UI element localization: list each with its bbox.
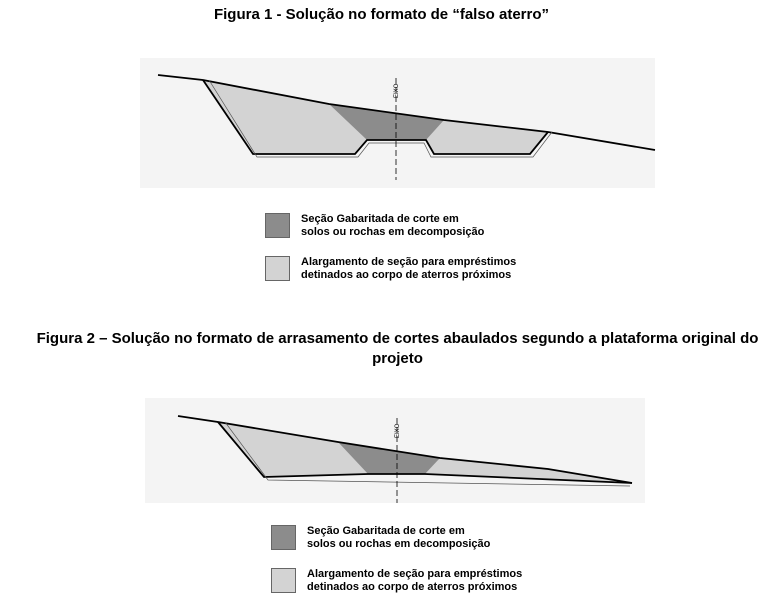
legend-label	[307, 525, 607, 551]
legend-line: solos ou rochas em decomposição	[301, 226, 485, 238]
widening-swatch	[271, 568, 296, 593]
gauge-swatch	[271, 525, 296, 550]
legend-line: Seção Gabaritada de corte em	[301, 213, 459, 225]
legend-line: Seção Gabaritada de corte em	[307, 525, 465, 537]
figure-1-cross-section	[0, 58, 763, 188]
figure-2-title: Figura 2 – Solução no formato de arrasamento de cortes abaulados segundo a plataforma original do projeto	[36, 330, 759, 367]
legend-line: detinados ao corpo de aterros próximos	[301, 269, 512, 281]
gauge-swatch	[265, 213, 290, 238]
legend-line: Alargamento de seção para empréstimos	[307, 568, 523, 580]
figure-1-axis-label: EIXO	[394, 83, 400, 98]
legend-line: solos ou rochas em decomposição	[307, 538, 491, 550]
legend-line: detinados ao corpo de aterros próximos	[307, 581, 518, 593]
figure-1-title: Figura 1 - Solução no formato de “falso aterro”	[213, 6, 550, 23]
legend-label	[301, 256, 601, 282]
figure-2-axis-label: EIXO	[395, 423, 401, 438]
figure-2-cross-section	[0, 398, 763, 508]
legend-line: Alargamento de seção para empréstimos	[301, 256, 517, 268]
widening-swatch	[265, 256, 290, 281]
legend-label	[307, 568, 607, 594]
legend-label	[301, 213, 601, 239]
